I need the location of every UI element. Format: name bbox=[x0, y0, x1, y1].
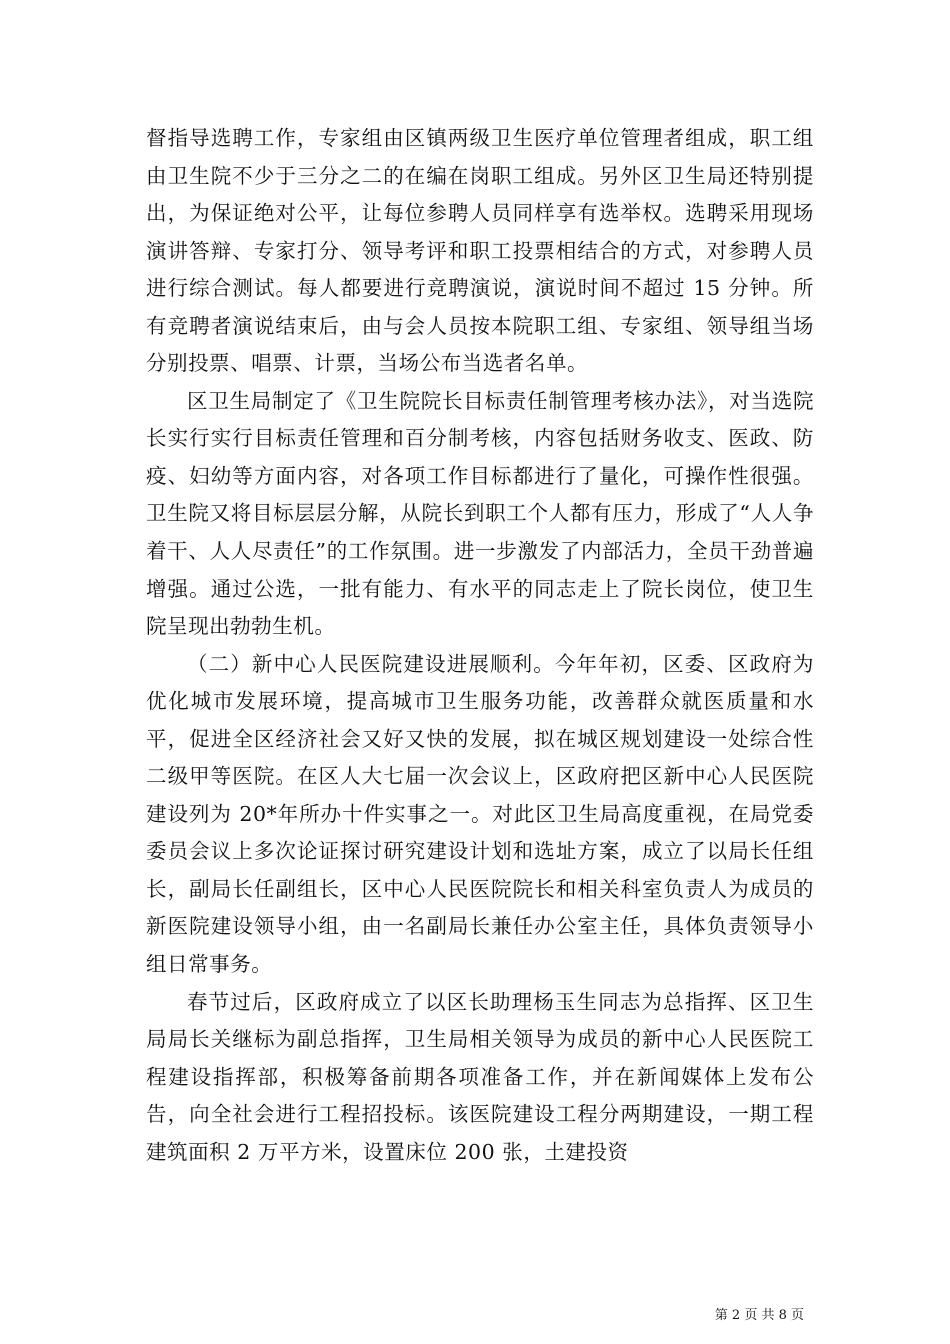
paragraph-2: 区卫生局制定了《卫生院院长目标责任制管理考核办法》，对当选院长实行实行目标责任管理和百分制考核，内容包括财务收支、医政、防疫、妇幼等方面内容，对各项工作目标都进行了量化，可操作性很强。卫生院又将目标层层分解，从院长到职工个人都有压力，形成了“人人争着干、人人尽责任”的工作氛围。进一步激发了内部活力，全员干劲普遍增强。通过公选，一批有能力、有水平的同志走上了院长岗位，使卫生院呈现出勃勃生机。 bbox=[146, 388, 814, 639]
page-number-footer: 第 2 页 共 8 页 bbox=[714, 1308, 804, 1323]
paragraph-4: 春节过后，区政府成立了以区长助理杨玉生同志为总指挥、区卫生局局长关继标为副总指挥，卫生局相关领导为成员的新中心人民医院工程建设指挥部，积极筹备前期各项准备工作，并在新闻媒体上发布公告，向全社会进行工程招投标。该医院建设工程分两期建设，一期工程建筑面积 2 万平方米，设置床位 200 张，土建投资 bbox=[146, 989, 814, 1164]
paragraph-1: 督指导选聘工作，专家组由区镇两级卫生医疗单位管理者组成，职工组由卫生院不少于三分之二的在编在岗职工组成。另外区卫生局还特别提出，为保证绝对公平，让每位参聘人员同样享有选举权。选聘采用现场演讲答辩、专家打分、领导考评和职工投票相结合的方式，对参聘人员进行综合测试。每人都要进行竞聘演说，演说时间不超过 15 分钟。所有竞聘者演说结束后，由与会人员按本院职工组、专家组、领导组当场分别投票、唱票、计票，当场公布当选者名单。 bbox=[146, 126, 814, 376]
paragraph-3: （二）新中心人民医院建设进展顺利。今年年初，区委、区政府为优化城市发展环境，提高城市卫生服务功能，改善群众就医质量和水平，促进全区经济社会又好又快的发展，拟在城区规划建设一处综合性二级甲等医院。在区人大七届一次会议上，区政府把区新中心人民医院建设列为 20*年所办十件实事之一。对此区卫生局高度重视，在局党委委员会议上多次论证探讨研究建设计划和选址方案，成立了以局长任组长，副局长任副组长，区中心人民医院院长和相关科室负责人为成员的新医院建设领导小组，由一名副局长兼任办公室主任，具体负责领导小组日常事务。 bbox=[146, 651, 814, 977]
document-body bbox=[146, 120, 814, 1171]
